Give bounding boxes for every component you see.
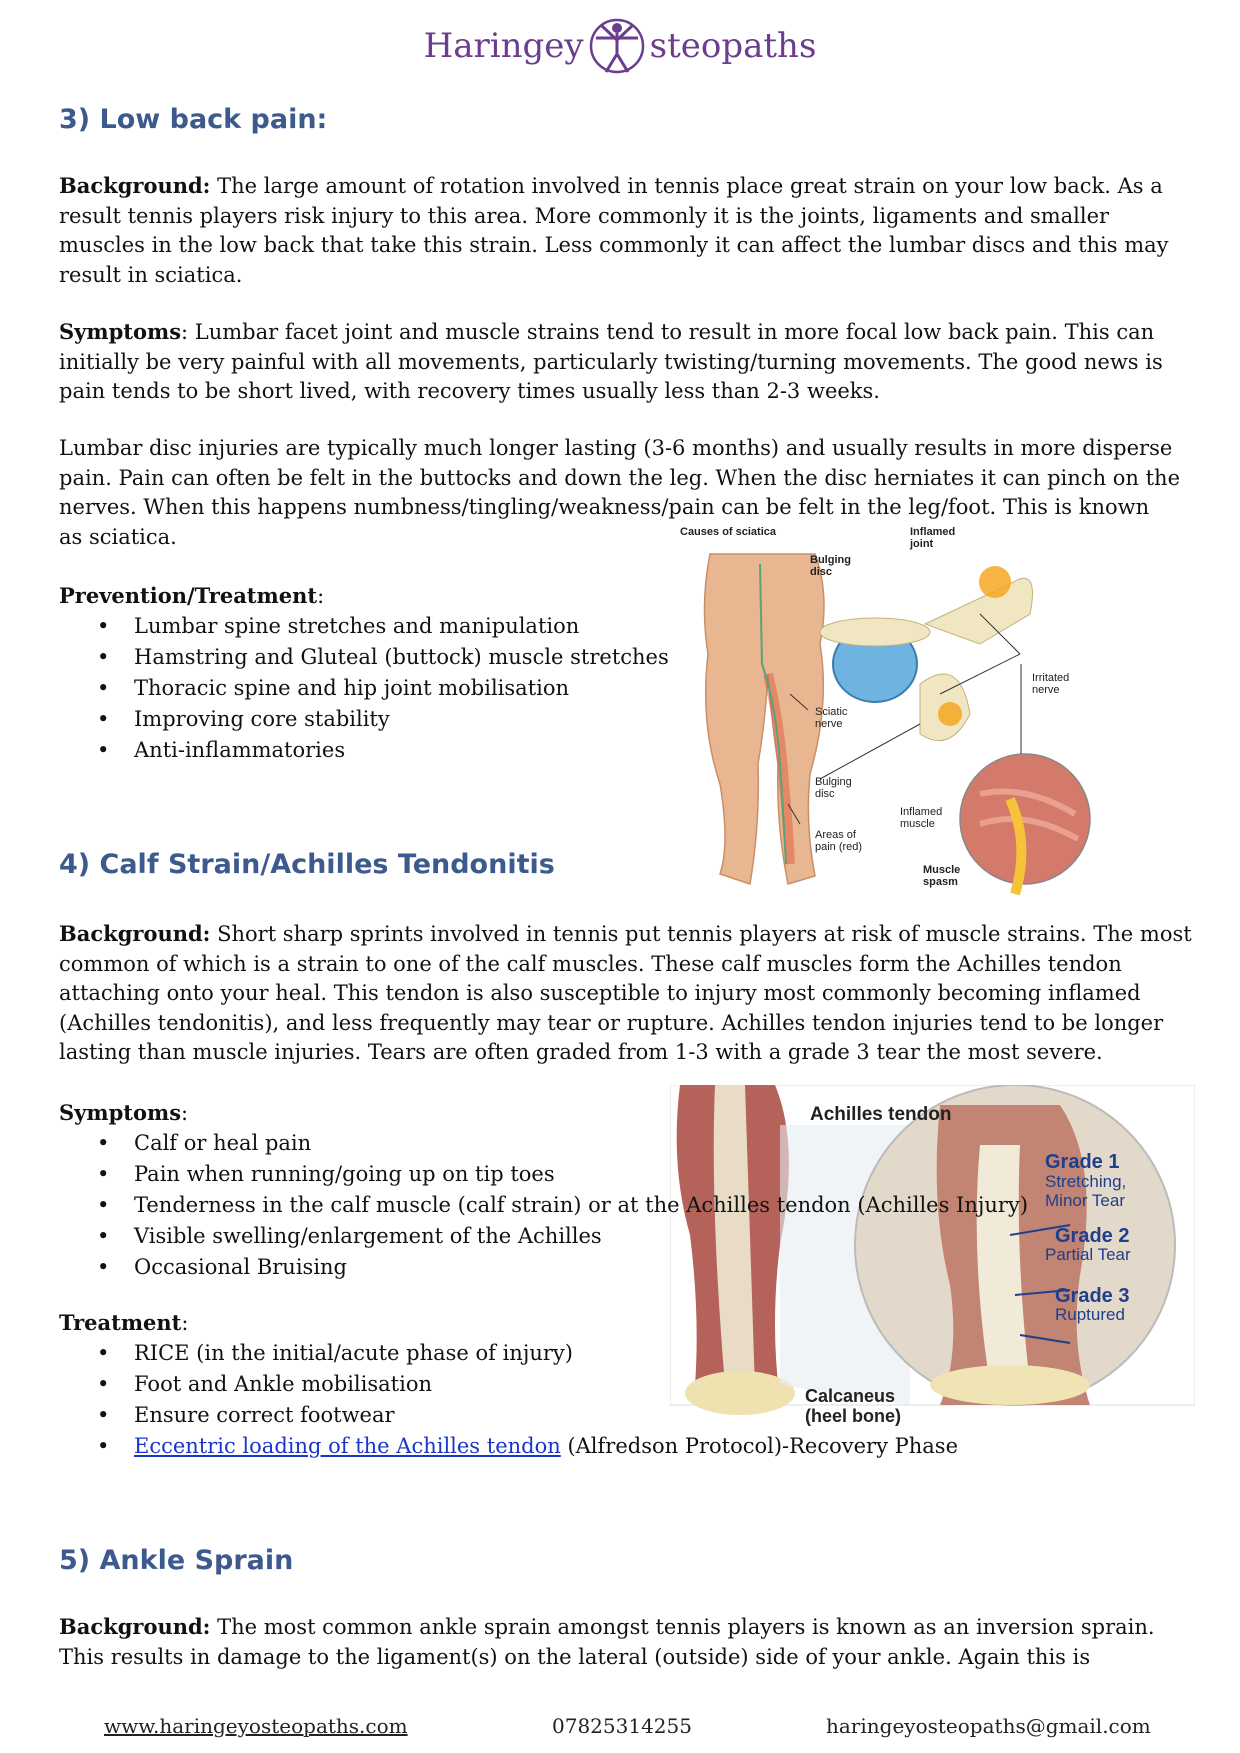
label-treatment: Treatment (59, 1310, 182, 1335)
ankle-background (59, 1612, 1155, 1672)
calf-symptoms-list (59, 1128, 1028, 1283)
text-line: Short sharp sprints involved in tennis put tennis players at risk of muscle strains. The most (210, 922, 1192, 946)
label-calcaneus: Calcaneus (heel bone) (805, 1386, 902, 1426)
list-item: • Calf or heal pain (59, 1128, 1028, 1159)
vitruvian-man-icon (588, 14, 646, 78)
list-item: • Lumbar spine stretches and manipulation (59, 611, 669, 642)
colon: : (317, 584, 325, 608)
calf-symptoms-heading (59, 1098, 188, 1129)
list-item: • Tenderness in the calf muscle (calf strain) or at the Achilles tendon (Achilles Injury) (59, 1190, 1028, 1221)
label-bulging-disc-top: Bulging disc (810, 554, 851, 579)
label-achilles-tendon: Achilles tendon (810, 1104, 952, 1125)
logo-text-left: Haringey (423, 26, 584, 66)
low-back-background (59, 171, 1169, 290)
low-back-symptoms (59, 317, 1163, 407)
text-line: : Lumbar facet joint and muscle strains tend to result in more focal low back pain. This can (181, 320, 1155, 344)
footer-phone: 07825314255 (552, 1714, 692, 1738)
label-bulging-disc-bottom: Bulging disc (815, 776, 852, 801)
text-line: pain. Pain can often be felt in the buttocks and down the leg. When the disc herniates it can pinch on the (59, 465, 1180, 490)
text-line: result in sciatica. (59, 262, 243, 287)
colon: : (181, 1101, 189, 1125)
list-item: • Anti-inflammatories (59, 735, 669, 766)
footer-website-link[interactable]: www.haringeyosteopaths.com (104, 1714, 408, 1738)
prevention-heading (59, 581, 324, 612)
text-line: (Achilles tendonitis), and less frequently may tear or rupture. Achilles tendon injuries tend to be longer (59, 1010, 1164, 1035)
logo-text-right: steopaths (649, 26, 817, 66)
figure-title: Causes of sciatica (680, 526, 776, 538)
label-grade-2: Grade 2 (1055, 1225, 1130, 1247)
list-item-with-link (59, 1431, 958, 1462)
label-inflamed-joint: Inflamed joint (910, 526, 956, 551)
label-grade-2-sub: Partial Tear (1045, 1245, 1131, 1264)
calf-treatment-list (59, 1338, 958, 1462)
eccentric-loading-link[interactable]: Eccentric loading of the Achilles tendon (134, 1434, 561, 1458)
label-background: Background: (59, 1614, 211, 1639)
text-line: attaching onto your heal. This tendon is also susceptible to injury most commonly becoming inflamed (59, 981, 1141, 1005)
heading-low-back-pain: 3) Low back pain: (59, 104, 328, 135)
label-prevention: Prevention/Treatment (59, 583, 318, 608)
link-suffix: (Alfredson Protocol)-Recovery Phase (560, 1434, 959, 1458)
list-item: • Hamstring and Gluteal (buttock) muscle stretches (59, 642, 669, 673)
heading-ankle-sprain: 5) Ankle Sprain (59, 1545, 294, 1576)
text-line: The large amount of rotation involved in tennis place great strain on your low back. As a (210, 174, 1163, 198)
label-areas-of-pain: Areas of pain (red) (815, 829, 863, 854)
text-line: initially be very painful with all movements, particularly twisting/turning movements. The good news is (59, 349, 1163, 374)
calf-background (59, 919, 1192, 1068)
text-line: muscles in the low back that take this strain. Less commonly it can affect the lumbar discs and this may (59, 233, 1169, 257)
text-line: lasting than muscle injuries. Tears are often graded from 1-3 with a grade 3 tear the most severe. (59, 1040, 1103, 1064)
list-item: • Visible swelling/enlargement of the Achilles (59, 1221, 1028, 1252)
list-item: • Thoracic spine and hip joint mobilisation (59, 673, 669, 704)
label-grade-3-sub: Ruptured (1055, 1305, 1125, 1324)
text-line: as sciatica. (59, 524, 177, 549)
text-line: nerves. When this happens numbness/tingling/weakness/pain can be felt in the leg/foot. This is known (59, 495, 1150, 519)
list-item: • Improving core stability (59, 704, 669, 735)
label-background: Background: (59, 173, 211, 198)
label-sciatic-nerve: Sciatic nerve (815, 706, 848, 731)
list-item: • Ensure correct footwear (59, 1400, 958, 1431)
sciatica-figure (680, 524, 1120, 902)
prevention-list (59, 611, 669, 766)
label-grade-3: Grade 3 (1055, 1285, 1130, 1307)
text-line: Lumbar disc injuries are typically much longer lasting (3-6 months) and usually results in more disperse (59, 436, 1173, 460)
label-background: Background: (59, 921, 211, 946)
list-item: • RICE (in the initial/acute phase of injury) (59, 1338, 958, 1369)
colon: : (181, 1311, 189, 1335)
label-inflamed-muscle: Inflamed muscle (900, 806, 943, 831)
label-symptoms: Symptoms (59, 319, 182, 344)
label-grade-1-sub: Stretching, Minor Tear (1045, 1172, 1127, 1210)
list-item: • Pain when running/going up on tip toes (59, 1159, 1028, 1190)
calf-treatment-heading (59, 1308, 188, 1339)
logo (0, 14, 1240, 86)
sciatica-illustration (680, 524, 1120, 902)
list-item: • Occasional Bruising (59, 1252, 1028, 1283)
label-grade-1: Grade 1 (1045, 1151, 1120, 1173)
label-symptoms: Symptoms (59, 1100, 182, 1125)
text-line: common of which is a strain to one of the calf muscles. These calf muscles form the Achilles tendon (59, 951, 1122, 976)
label-irritated-nerve: Irritated nerve (1032, 672, 1070, 697)
list-item: • Foot and Ankle mobilisation (59, 1369, 958, 1400)
label-muscle-spasm: Muscle spasm (923, 864, 961, 889)
text-line: pain tends to be short lived, with recovery times usually less than 2-3 weeks. (59, 379, 880, 403)
heading-calf-strain: 4) Calf Strain/Achilles Tendonitis (59, 849, 555, 880)
footer-email-link[interactable]: haringeyosteopaths@gmail.com (826, 1714, 1151, 1738)
text-line: The most common ankle sprain amongst tennis players is known as an inversion sprain. (210, 1615, 1155, 1639)
text-line: result tennis players risk injury to this area. More commonly it is the joints, ligaments and smaller (59, 203, 1110, 228)
text-line: This results in damage to the ligament(s) on the lateral (outside) side of your ankle. Again this is (59, 1644, 1091, 1669)
